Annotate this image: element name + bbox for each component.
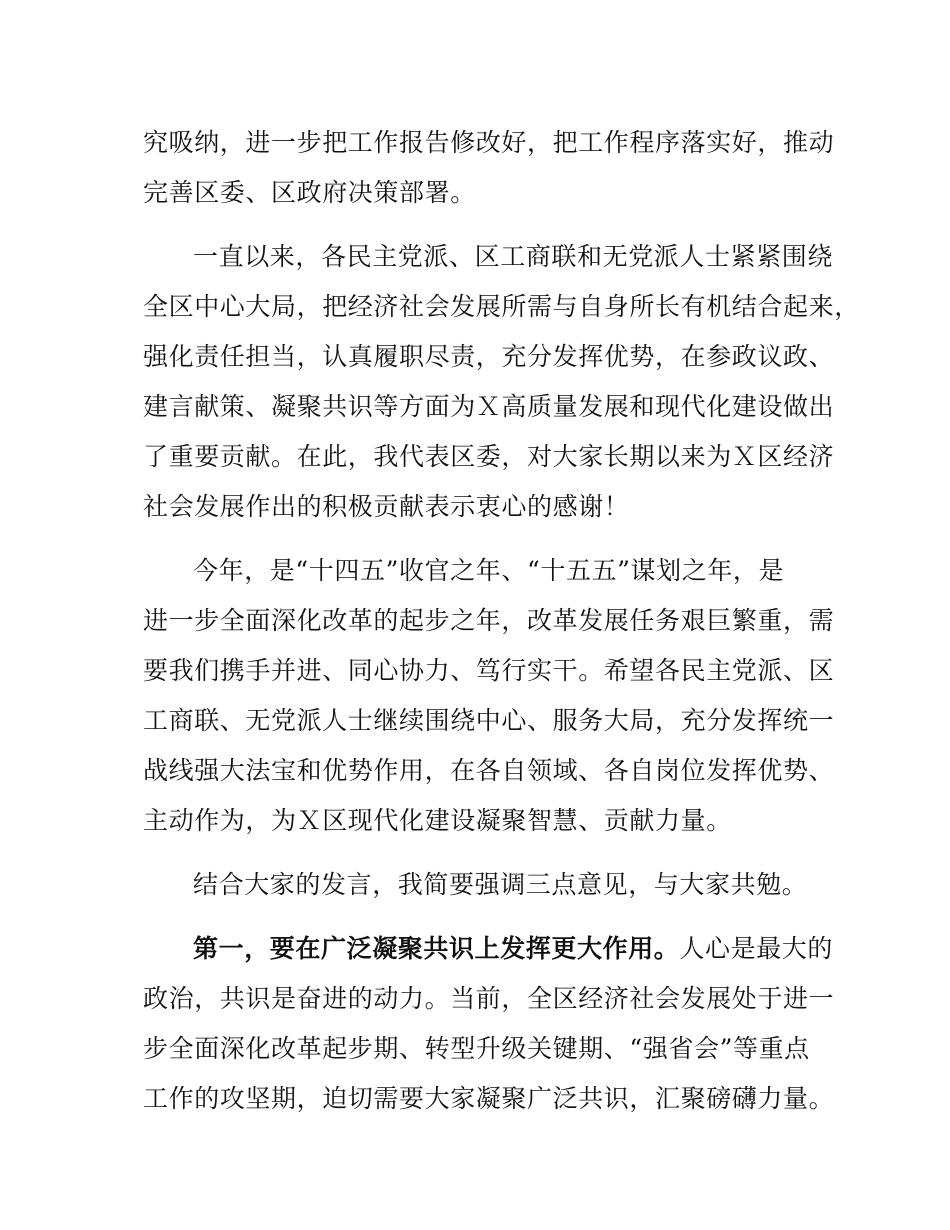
paragraph-line: 进一步全面深化改革的起步之年，改革发展任务艰巨繁重，需	[143, 606, 835, 635]
paragraph-line: 主动作为，为Ｘ区现代化建设凝聚智慧、贡献力量。	[143, 806, 732, 835]
paragraph-line: 全区中心大局，把经济社会发展所需与自身所长有机结合起来，	[143, 292, 860, 321]
paragraph-line: 政治，共识是奋进的动力。当前，全区经济社会发展处于进一	[143, 984, 835, 1013]
paragraph-line: 工商联、无党派人士继续围绕中心、服务大局，充分发挥统一	[143, 706, 835, 735]
paragraph-line: 今年，是“十四五”收官之年、“十五五”谋划之年，是	[193, 556, 785, 585]
paragraph-line: 究吸纳，进一步把工作报告修改好，把工作程序落实好，推动	[143, 128, 835, 157]
paragraph-line: 一直以来，各民主党派、区工商联和无党派人士紧紧围绕	[193, 242, 834, 271]
paragraph-5	[143, 924, 833, 1124]
paragraph-line: 完善区委、区政府决策部署。	[143, 178, 476, 207]
paragraph-line: 结合大家的发言，我简要强调三点意见，与大家共勉。	[193, 870, 808, 899]
section-heading: 第一，要在广泛凝聚共识上发挥更大作用。	[193, 934, 680, 963]
paragraph-line: 社会发展作出的积极贡献表示衷心的感谢！	[143, 492, 630, 521]
paragraph-line: 步全面深化改革起步期、转型升级关键期、“强省会”等重点	[143, 1034, 810, 1063]
paragraph-line: 要我们携手并进、同心协力、笃行实干。希望各民主党派、区	[143, 656, 835, 685]
paragraph-line: 了重要贡献。在此，我代表区委，对大家长期以来为Ｘ区经济	[143, 442, 835, 471]
paragraph-first-line	[143, 924, 833, 974]
paragraph-1	[143, 118, 833, 218]
paragraph-line-rest: 人心是最大的	[679, 934, 834, 963]
paragraph-line: 战线强大法宝和优势作用，在各自领域、各自岗位发挥优势、	[143, 756, 835, 785]
paragraph-2	[143, 232, 860, 532]
paragraph-line: 工作的攻坚期，迫切需要大家凝聚广泛共识，汇聚磅礴力量。	[143, 1084, 835, 1113]
paragraph-3	[143, 546, 833, 846]
paragraph-4	[143, 860, 833, 910]
paragraph-line: 强化责任担当，认真履职尽责，充分发挥优势，在参政议政、	[143, 342, 835, 371]
paragraph-line: 建言献策、凝聚共识等方面为Ｘ高质量发展和现代化建设做出	[143, 392, 835, 421]
